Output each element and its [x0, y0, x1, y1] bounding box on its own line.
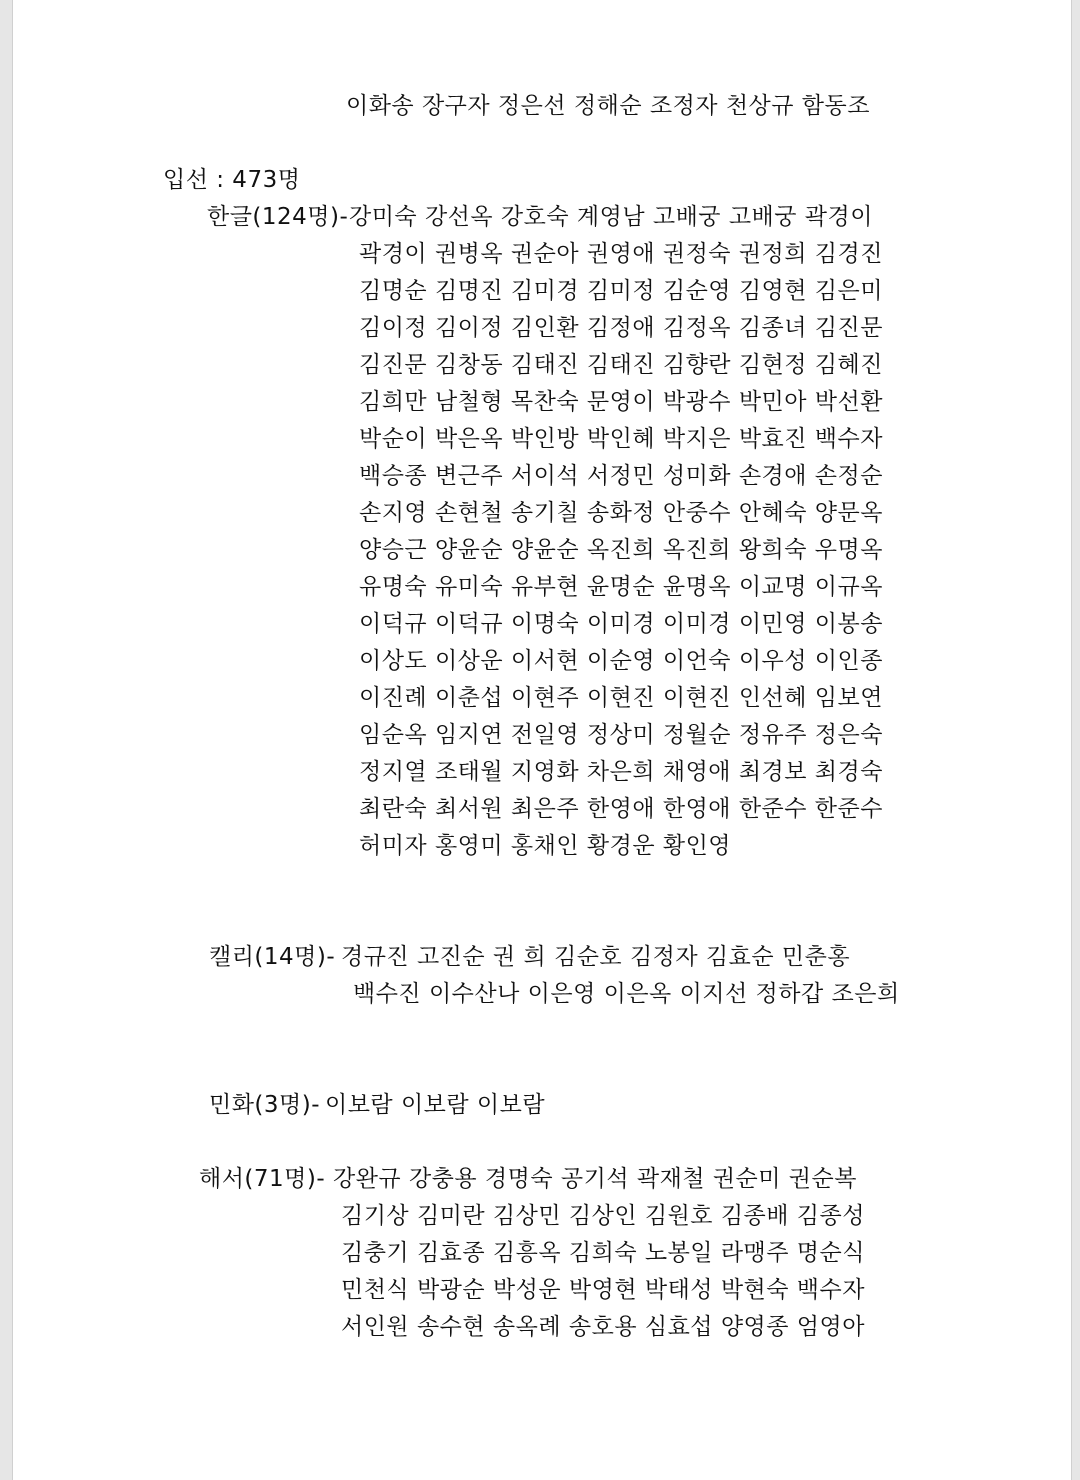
- hangeul-names-row: 이진례 이춘섭 이현주 이현진 이현진 인선혜 임보연: [359, 685, 883, 711]
- hangeul-names-row: 양승근 양윤순 양윤순 옥진희 옥진희 왕희숙 우명옥: [359, 537, 883, 563]
- hangeul-names-row: 강미숙 강선옥 강호숙 계영남 고배궁 고배궁 곽경이: [349, 204, 873, 230]
- minhwa-names-row: 이보람 이보람 이보람: [325, 1092, 546, 1118]
- award-heading: 입선 : 473명: [163, 167, 301, 193]
- hangeul-names-row: 김이정 김이정 김인환 김정애 김정옥 김종녀 김진문: [359, 315, 883, 341]
- hangeul-names-row: 정지열 조태월 지영화 차은희 채영애 최경보 최경숙: [359, 759, 883, 785]
- hangeul-names-row: 곽경이 권병옥 권순아 권영애 권정숙 권정희 김경진: [359, 241, 883, 267]
- hangeul-names-row: 김희만 남철형 목찬숙 문영이 박광수 박민아 박선환: [359, 389, 883, 415]
- hangeul-label: 한글(124명)-: [207, 204, 357, 230]
- haeseo-names-row: 강완규 강충용 경명숙 공기석 곽재철 권순미 권순복: [333, 1166, 857, 1192]
- document-page: [12, 0, 1072, 1480]
- calligraphy-label: 캘리(14명)-: [209, 944, 343, 970]
- calligraphy-names-row: 백수진 이수산나 이은영 이은옥 이지선 정하갑 조은희: [353, 981, 900, 1007]
- hangeul-names-row: 이덕규 이덕규 이명숙 이미경 이미경 이민영 이봉송: [359, 611, 883, 637]
- minhwa-label: 민화(3명)-: [209, 1092, 328, 1118]
- hangeul-names-row: 손지영 손현철 송기칠 송화정 안중수 안혜숙 양문옥: [359, 500, 883, 526]
- haeseo-names-row: 서인원 송수현 송옥례 송호용 심효섭 양영종 엄영아: [341, 1314, 865, 1340]
- top-names-line: 이화송 장구자 정은선 정해순 조정자 천상규 함동조: [346, 93, 870, 119]
- haeseo-names-row: 김기상 김미란 김상민 김상인 김원호 김종배 김종성: [341, 1203, 865, 1229]
- hangeul-names-row: 유명숙 유미숙 유부현 윤명순 윤명옥 이교명 이규옥: [359, 574, 883, 600]
- hangeul-names-row: 김명순 김명진 김미경 김미정 김순영 김영현 김은미: [359, 278, 883, 304]
- haeseo-names-row: 민천식 박광순 박성운 박영현 박태성 박현숙 백수자: [341, 1277, 865, 1303]
- hangeul-names-row: 이상도 이상운 이서현 이순영 이언숙 이우성 이인종: [359, 648, 883, 674]
- hangeul-names-row: 박순이 박은옥 박인방 박인혜 박지은 박효진 백수자: [359, 426, 883, 452]
- hangeul-names-row: 김진문 김창동 김태진 김태진 김향란 김현정 김혜진: [359, 352, 883, 378]
- hangeul-names-row: 허미자 홍영미 홍채인 황경운 황인영: [359, 833, 732, 859]
- haeseo-names-row: 김충기 김효종 김흥옥 김희숙 노봉일 라맹주 명순식: [341, 1240, 865, 1266]
- haeseo-label: 해서(71명)-: [199, 1166, 333, 1192]
- hangeul-names-row: 최란숙 최서원 최은주 한영애 한영애 한준수 한준수: [359, 796, 883, 822]
- calligraphy-names-row: 경규진 고진순 권 희 김순호 김정자 김효순 민춘홍: [341, 944, 851, 970]
- hangeul-names-row: 백승종 변근주 서이석 서정민 성미화 손경애 손정순: [359, 463, 883, 489]
- hangeul-names-row: 임순옥 임지연 전일영 정상미 정월순 정유주 정은숙: [359, 722, 883, 748]
